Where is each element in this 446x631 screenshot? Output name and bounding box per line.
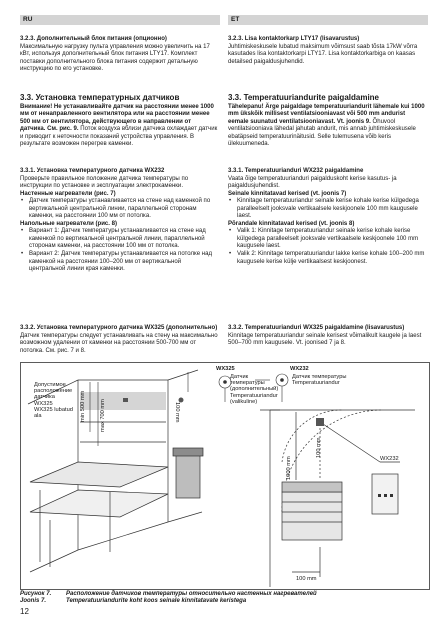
section-title: 3.3.1. Установка температурного датчика WX232 bbox=[20, 168, 165, 174]
figure-caption bbox=[20, 591, 317, 605]
section-body: Поток воздуха вблизи датчика охлаждает датчик и приводит к неточности показаний устройства управления. В результате возможен перегрев каменки. bbox=[20, 126, 218, 148]
sensor-wx232-elevation-icon bbox=[316, 418, 324, 426]
section-title: 3.2.3. Lisa kontaktorkarp LTY17 (lisavarustus) bbox=[228, 36, 360, 42]
section-aux-power-ru bbox=[20, 36, 218, 74]
legend-wx325: WX325 bbox=[216, 366, 235, 372]
section-sensors-et bbox=[228, 94, 426, 149]
section-body: Kinnitage temperatuuriandur seinale kerisest võimalikult kaugele ja laest 500–700 mm kaugusele. Vt. joonised 7 ja 8. bbox=[228, 332, 422, 347]
list-item: • Valik 2: Kinnitage temperatuuriandur lakke kerise kohale 100–200 mm kaugusele kerise külje vertikaalsest keskjoonest. bbox=[228, 251, 426, 266]
subheading-floor: Põrandale kinnitatavad kerised (vt. joonis 8) bbox=[228, 220, 355, 227]
dim-min-500: min 500 mm bbox=[80, 390, 86, 422]
section-wx325-ru bbox=[20, 325, 218, 355]
page-number: 12 bbox=[20, 607, 29, 616]
section-body: Датчик температуры следует устанавливать на стену на максимально возможном удалении от каменки на расстоянии 500-700 мм от потолка. См. рис. 7 и 8. bbox=[20, 332, 218, 354]
caption-text-ru: Расположение датчиков температуры относительно настенных нагревателей bbox=[66, 591, 317, 597]
legend-wx232-text: Датчик температуры Temperatuuriandur bbox=[292, 374, 347, 387]
section-title: 3.2.3. Дополнительный блок питания (опционно) bbox=[20, 36, 167, 42]
section-heading: 3.3. Установка температурных датчиков bbox=[20, 93, 180, 102]
legend-wx325-text: Датчик температуры (дополнительный) Temperatuuriandur (valikuline) bbox=[230, 374, 279, 405]
caption-label-et: Joonis 7. bbox=[20, 598, 47, 604]
legend-wx232-icon bbox=[280, 378, 284, 382]
subheading-wall: Настенные нагреватели (рис. 7) bbox=[20, 190, 116, 197]
language-header-et bbox=[228, 15, 428, 25]
dim-1000: 1000 mm bbox=[286, 456, 292, 480]
dim-max-700: max 700 mm bbox=[100, 399, 106, 432]
subheading-wall: Seinale kinnitatavad kerised (vt. joonis 7) bbox=[228, 190, 347, 197]
section-body: Õhuvool ventilatsiooniava lähedal jahutab andurit, mis annab juhtimiskeskusele ebatäpseid temperatuurinäitusid. Selle tulemusena võib keris ülekuumeneda. bbox=[228, 118, 416, 148]
language-header-ru bbox=[20, 15, 220, 25]
legend-wx325-icon bbox=[223, 380, 227, 384]
language-code-ru: RU bbox=[23, 16, 33, 23]
section-heading: 3.3. Temperatuuriandurite paigaldamine bbox=[228, 93, 379, 102]
section-title: 3.3.1. Temperatuuriandurі WX232 paigaldamine bbox=[228, 168, 364, 174]
control-unit-icon bbox=[378, 494, 381, 497]
section-body: Проверьте правильное положение датчика температуры по инструкции по установке и эксплуатации электрокаменки. bbox=[20, 175, 189, 190]
legend-wx232: WX232 bbox=[290, 366, 309, 372]
figure-7 bbox=[20, 362, 430, 590]
sensor-label-wx232: WX232 bbox=[380, 456, 399, 462]
warning-text: Внимание! Не устанавливайте датчик на расстоянии менее 1000 мм от ненаправленного вентилятора или на расстоянии менее 500 мм от вентилятора, действующего в направлении от датчика. См. рис. 9. bbox=[20, 103, 214, 133]
caption-label-ru: Рисунок 7. bbox=[20, 591, 52, 597]
language-code-et: ET bbox=[231, 16, 240, 23]
section-wx232-et bbox=[228, 168, 426, 266]
section-title: 3.3.2. Temperatuuriandurі WX325 paigaldamine (lisavarustus) bbox=[228, 325, 405, 331]
figure-note-permitted-zone: Допустимое расположение датчика WX325 WX325 lubatud ala bbox=[34, 382, 73, 420]
section-body: Vaata õige temperatuuriandurі paigalduskoht kerise kasutus- ja paigaldusjuhendist. bbox=[228, 175, 397, 190]
section-aux-power-et bbox=[228, 36, 426, 66]
section-sensors-ru bbox=[20, 94, 218, 149]
subheading-floor: Напольные нагреватели (рис. 8) bbox=[20, 220, 118, 227]
list-item: • Датчик температуры устанавливается на стене над каменкой по вертикальной центральной линии, параллельной сторонам каменки, на расстоянии 100 мм от потолка. bbox=[20, 198, 218, 221]
section-wx325-et bbox=[228, 325, 426, 348]
dim-100-bottom: 100 mm bbox=[296, 576, 317, 582]
dim-100-top: 100 mm bbox=[316, 437, 322, 458]
caption-text-et: Temperatuuriandurite koht koos seinale kinnitatavate keristega bbox=[66, 598, 247, 604]
list-item: • Valik 1: Kinnitage temperatuuriandur seinale kerise kohale kerise külgedega paralleelselt jooksvale vertikaalsele keskjoonele 100 mm kaugusele laest. bbox=[228, 228, 426, 251]
section-body: Максимальную нагрузку пульта управления можно увеличить на 17 кВт, используя дополнительный блок питания LTY17. Комплект поставки дополнительного блока питания содержит детальную инструкцию по его установке. bbox=[20, 43, 210, 73]
sensor-wx325-icon bbox=[123, 398, 128, 402]
section-body: Juhtimiskeskusele lubatud maksimum võimsust saab tõsta 17kW võrra kasutades lisa kontaktorkarpi LTY17. Lisa kontaktorkarbiga on kaasas detailsed paigaldusjuhendid. bbox=[228, 43, 418, 65]
list-item: • Kinnitage temperatuuriandur seinale kerise kohale kerise külgedega paralleelselt jooksvale vertikaalsele keskjoonele 100 mm kaugusele laest. bbox=[228, 198, 426, 221]
section-wx232-ru bbox=[20, 168, 218, 274]
sauna-elevation bbox=[260, 410, 415, 587]
list-item: • Вариант 1: Датчик температуры устанавливается на стене над каменкой по вертикальной центральной линии, параллельной сторонам каменки, на расстоянии 100 мм от потолка. bbox=[20, 228, 218, 251]
warning-text: Tähelepanu! Ärge paigaldage temperatuuriandurit lähemale kui 1000 mm ükskõik millisest ventilatsiooniavast või 500 mm andurist eemale suunatud ventilatsiooniavast. Vt. joonis 9. bbox=[228, 103, 425, 125]
list-item: • Вариант 2: Датчик температуры устанавливается на потолке над каменкой на расстоянии 100–200 мм от вертикальной центральной линии края каменки. bbox=[20, 251, 218, 274]
section-title: 3.3.2. Установка температурного датчика WX325 (дополнительно) bbox=[20, 325, 218, 331]
dim-100-left: 100 mm bbox=[174, 402, 180, 423]
